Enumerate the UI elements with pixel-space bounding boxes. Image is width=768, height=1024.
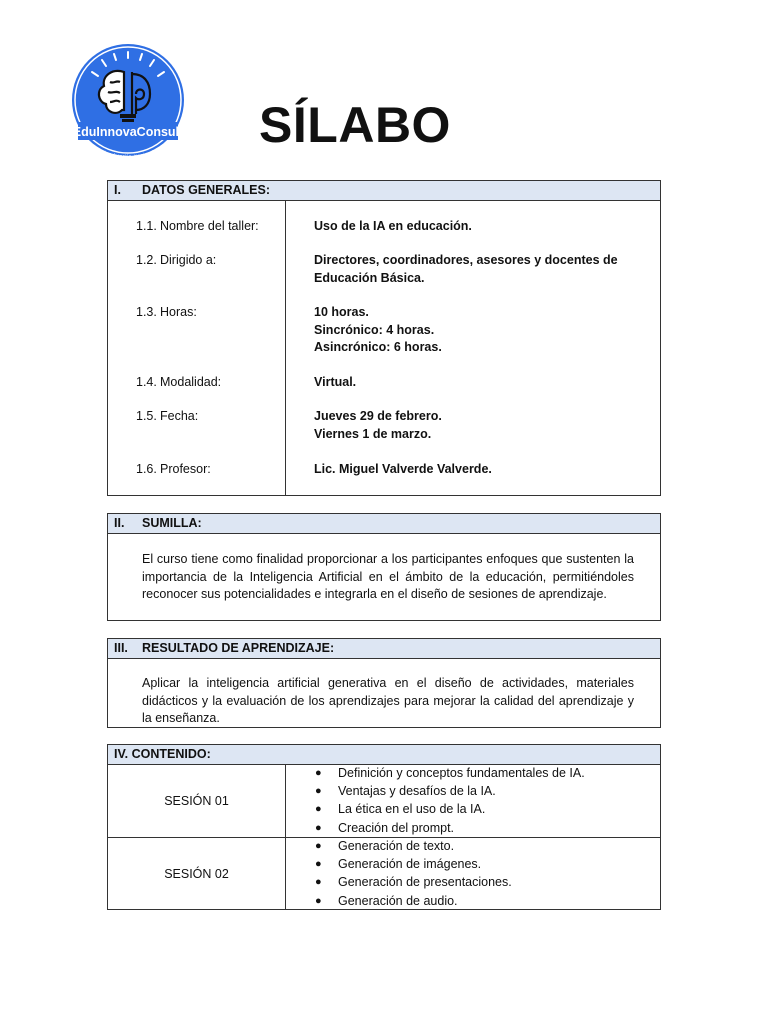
section-title: SUMILLA: (142, 516, 202, 530)
section-number: III. (114, 641, 128, 655)
list-item: ● Definición y conceptos fundamentales de IA. (315, 766, 585, 780)
session-topics (286, 764, 660, 837)
section-number: II. (114, 516, 125, 530)
logo-tagline: ansformando educación, inspirando innovaci (79, 139, 176, 161)
field-value: Uso de la IA en educación. (314, 219, 472, 233)
section-number: I. (114, 183, 121, 197)
session-row (108, 837, 660, 910)
list-item: ● Ventajas y desafíos de la IA. (315, 784, 496, 799)
list-item: ● Generación de presentaciones. (315, 875, 512, 890)
session-row (108, 764, 660, 837)
field-label: Horas: (160, 305, 197, 319)
list-item: ● Generación de audio. (315, 893, 458, 908)
field-value: Virtual. (314, 375, 357, 389)
section-resultado (107, 638, 661, 728)
session-topics (286, 837, 660, 910)
page-title: SÍLABO (259, 97, 451, 153)
list-item: ● La ética en el uso de la IA. (315, 802, 486, 817)
section-header (108, 639, 660, 659)
field-label: Modalidad: (160, 375, 222, 389)
session-label: SESIÓN 02 (164, 866, 229, 881)
section-title: DATOS GENERALES: (142, 183, 271, 197)
field-label: Dirigido a: (160, 253, 217, 267)
section-sumilla (107, 513, 661, 621)
field-value: Directores, coordinadores, asesores y docentes de Educación Básica. (314, 253, 618, 285)
section-contenido (107, 744, 661, 910)
session-label: SESIÓN 01 (164, 793, 229, 808)
section-header (108, 745, 660, 765)
field-value: 10 horas. Sincrónico: 4 horas. Asincrónico: 6 horas. (314, 305, 442, 354)
field-value: Lic. Miguel Valverde Valverde. (314, 462, 492, 476)
section-datos-generales: I. DATOS GENERALES: 1.1. Nombre del taller: Uso de la IA en educación. 1.2. Dirigido a: Directores, coordinadores, asesores y docentes de Educación Básica. 1.3. Horas: 10 horas. Sincrónico: 4 horas. Asincrónico: 6 horas. 1.4. Modalidad: Virtual. 1.5. Fecha: Jueves 29 de febrero. Viernes 1 de marzo. 1.6. Profesor: Lic. Miguel Valverde Valverde. (107, 180, 661, 496)
list-item: ● Creación del prompt. (315, 820, 455, 835)
field-label: Fecha: (160, 409, 199, 423)
field-value: Jueves 29 de febrero. Viernes 1 de marzo. (314, 409, 442, 441)
logo-brand-text: EduInnovaConsult (72, 125, 184, 139)
section-text: Aplicar la inteligencia artificial generativa en el diseño de actividades, materiales didácticos y la evaluación de los aprendizajes para mejorar la calidad del aprendizaje y la enseñanza. (142, 676, 634, 725)
list-item: ● Generación de texto. (315, 839, 455, 853)
section-text: El curso tiene como finalidad proporcionar a los participantes enfoques que sustenten la importancia de la Inteligencia Artificial en el ámbito de la educación, permitiéndoles reconocer sus potencialidades e integrarla en el diseño de sesiones de aprendizaje. (142, 552, 634, 601)
section-title: RESULTADO DE APRENDIZAJE: (142, 641, 335, 655)
section-header (108, 181, 660, 201)
list-item: ● Generación de imágenes. (315, 857, 482, 872)
section-title: IV. CONTENIDO: (114, 747, 211, 761)
section-header (108, 514, 660, 534)
field-label: Nombre del taller: (160, 219, 259, 233)
field-label: Profesor: (160, 462, 211, 476)
